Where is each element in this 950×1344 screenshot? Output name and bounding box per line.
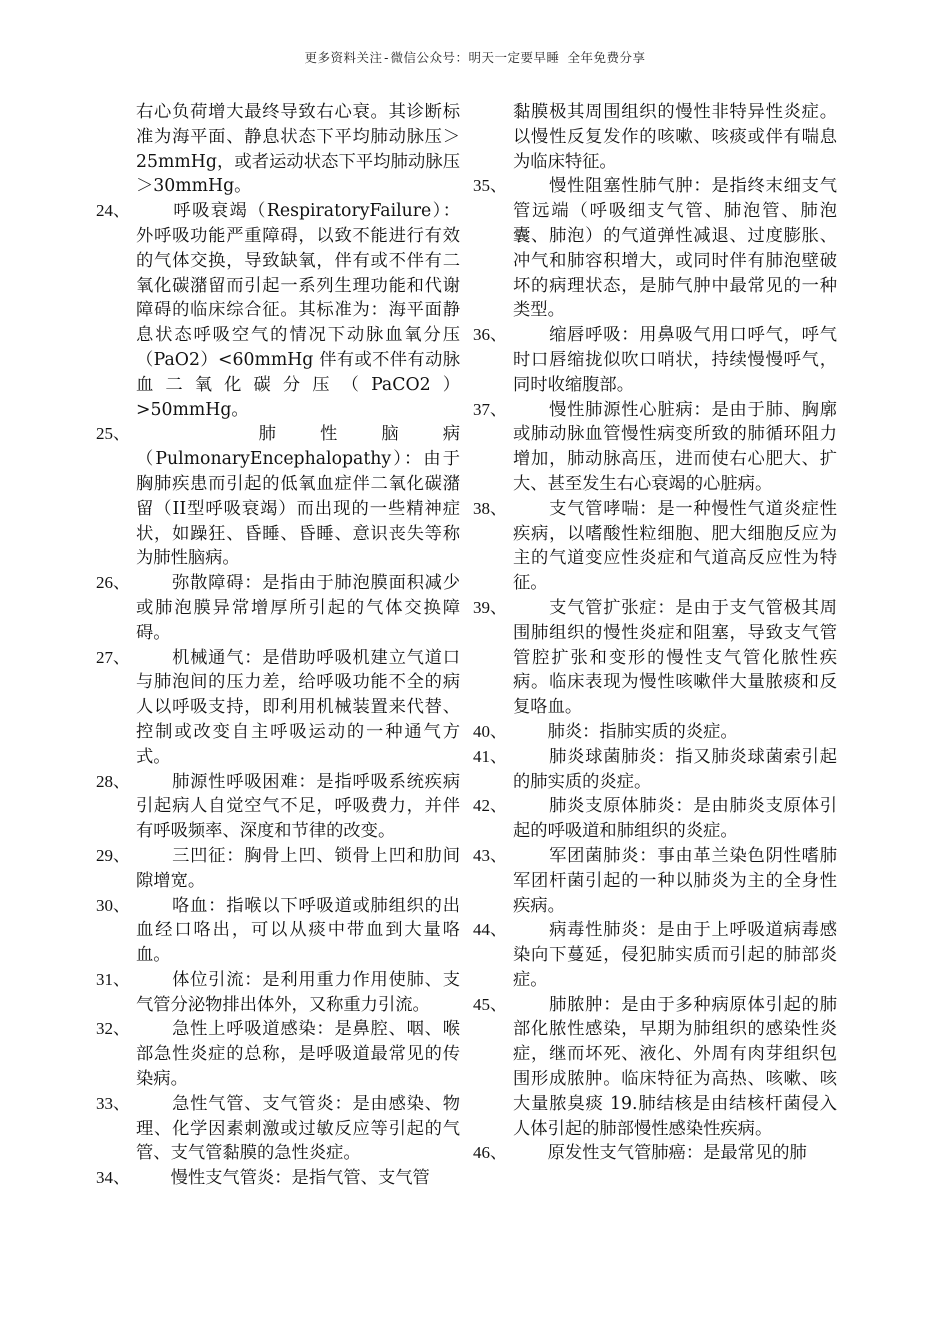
list-item	[473, 596, 837, 720]
list-item	[473, 720, 837, 745]
list-item	[473, 323, 837, 397]
item-text: 肺源性呼吸困难：是指呼吸系统疾病引起病人自觉空气不足，呼吸费力，并伴有呼吸频率、深度和节律的改变。	[136, 771, 460, 842]
item-number: 26、	[96, 573, 130, 593]
item-text: 肺炎支原体肺炎：是由肺炎支原体引起的呼吸道和肺组织的炎症。	[513, 796, 837, 842]
item-number: 42、	[473, 796, 507, 816]
item-text: 原发性支气管肺癌：是最常见的肺	[513, 1143, 807, 1164]
list-item	[96, 894, 460, 968]
item-number: 35、	[473, 176, 507, 196]
list-item	[473, 398, 837, 497]
list-item	[96, 571, 460, 645]
list-item	[96, 646, 460, 770]
item-number: 39、	[473, 597, 507, 617]
right-column	[473, 100, 837, 1166]
item-number: 33、	[96, 1093, 130, 1113]
list-item	[96, 422, 460, 571]
item-text: 呼吸衰竭（RespiratoryFailure）：外呼吸功能严重障碍，以致不能进行有效的气体交换，导致缺氧，伴有或不伴有二氧化碳潴留而引起一系列生理功能和代谢障碍的临床综合征。其标准为：海平面静息状态呼吸空气的情况下动脉血氧分压（PaO2）<60mmHg 伴有或不伴有动脉血二氧化碳分压（PaCO2）>50mmHg。	[136, 201, 460, 420]
item-text: 黏膜极其周围组织的慢性非特异性炎症。以慢性反复发作的咳嗽、咳痰或伴有喘息为临床特征。	[513, 102, 837, 172]
list-item	[473, 993, 837, 1142]
item-number: 28、	[96, 771, 130, 791]
item-number: 30、	[96, 895, 130, 915]
item-text: 体位引流：是利用重力作用使肺、支气管分泌物排出体外，又称重力引流。	[136, 969, 460, 1015]
list-item	[473, 100, 837, 174]
item-number: 25、	[96, 424, 130, 444]
item-text: 慢性阻塞性肺气肿：是指终末细支气管远端（呼吸细支气管、肺泡管、肺泡囊、肺泡）的气道弹性减退、过度膨胀、冲气和肺容积增大，或同时伴有肺泡壁破坏的病理状态，是肺气肿中最常见的一种类型。	[513, 176, 837, 321]
left-column	[96, 100, 460, 1191]
list-item	[96, 1166, 460, 1191]
item-text: 机械通气：是借助呼吸机建立气道口与肺泡间的压力差，给呼吸功能不全的病人以呼吸支持，即利用机械装置来代替、控制或改变自主呼吸运动的一种通气方式。	[136, 647, 460, 767]
item-text: 肺炎球菌肺炎：指又肺炎球菌索引起的肺实质的炎症。	[513, 746, 837, 792]
list-item	[96, 100, 460, 199]
item-number: 34、	[96, 1168, 130, 1188]
list-item	[473, 745, 837, 795]
list-item	[96, 199, 460, 422]
list-item	[473, 844, 837, 918]
page-header: 更多资料关注-微信公众号：明天一定要早睡 全年免费分享	[304, 50, 646, 65]
list-item	[96, 968, 460, 1018]
item-text: 缩唇呼吸：用鼻吸气用口呼气，呼气时口唇缩拢似吹口哨状，持续慢慢呼气，同时收缩腹部。	[513, 325, 837, 395]
item-text: 慢性肺源性心脏病：是由于肺、胸廓或肺动脉血管慢性病变所致的肺循环阻力增加，肺动脉高压，进而使右心肥大、扩大、甚至发生右心衰竭的心脏病。	[513, 399, 837, 494]
item-text: 支气管哮喘：是一种慢性气道炎症性疾病，以嗜酸性粒细胞、肥大细胞反应为主的气道变应性炎症和气道高反应性为特征。	[513, 498, 837, 594]
list-item	[96, 770, 460, 844]
list-item	[473, 794, 837, 844]
item-text: 三凹征：胸骨上凹、锁骨上凹和肋间隙增宽。	[136, 845, 460, 891]
item-number: 45、	[473, 994, 507, 1014]
item-text: 弥散障碍：是指由于肺泡膜面积减少或肺泡膜异常增厚所引起的气体交换障碍。	[136, 573, 460, 643]
item-text: 咯血：指喉以下呼吸道或肺组织的出血经口咯出，可以从痰中带血到大量咯血。	[136, 895, 460, 966]
list-item	[96, 1017, 460, 1091]
item-number: 46、	[473, 1143, 507, 1163]
item-number: 31、	[96, 969, 130, 989]
list-item	[473, 918, 837, 992]
list-item	[96, 844, 460, 894]
item-number: 44、	[473, 920, 507, 940]
item-number: 27、	[96, 647, 130, 667]
list-item	[96, 1092, 460, 1166]
item-text: 慢性支气管炎：是指气管、支气管	[136, 1168, 430, 1189]
item-text: 急性气管、支气管炎：是由感染、物理、化学因素刺激或过敏反应等引起的气管、支气管黏膜的急性炎症。	[136, 1093, 460, 1164]
list-item	[473, 497, 837, 596]
item-text: 军团菌肺炎：事由革兰染色阴性嗜肺军团杆菌引起的一种以肺炎为主的全身性疾病。	[513, 845, 837, 916]
item-text: 病毒性肺炎：是由于上呼吸道病毒感染向下蔓延，侵犯肺实质而引起的肺部炎症。	[513, 920, 837, 990]
item-number: 40、	[473, 721, 507, 741]
item-text: 肺性脑病（PulmonaryEncephalopathy）：由于胸肺疾患而引起的低氧血症伴二氧化碳潴留（II型呼吸衰竭）而出现的一些精神症状，如躁狂、昏睡、昏睡、意识丧失等称为肺性脑病。	[136, 424, 460, 569]
item-number: 24、	[96, 201, 130, 221]
item-number: 38、	[473, 498, 507, 518]
item-number: 32、	[96, 1019, 130, 1039]
item-number: 29、	[96, 845, 130, 865]
list-item	[473, 174, 837, 323]
item-number: 36、	[473, 325, 507, 345]
item-text: 肺炎：指肺实质的炎症。	[513, 721, 738, 742]
item-text: 肺脓肿：是由于多种病原体引起的肺部化脓性感染，早期为肺组织的感染性炎症，继而坏死、液化、外周有肉芽组织包围形成脓肿。临床特征为高热、咳嗽、咳大量脓臭痰 19.肺结核是由结核杆菌侵入人体引起的肺部慢性感染性疾病。	[513, 994, 837, 1139]
item-text: 右心负荷增大最终导致右心衰。其诊断标准为海平面、静息状态下平均肺动脉压＞25mmHg，或者运动状态下平均肺动脉压＞30mmHg。	[136, 102, 460, 197]
item-text: 急性上呼吸道感染：是鼻腔、咽、喉部急性炎症的总称，是呼吸道最常见的传染病。	[136, 1019, 460, 1090]
list-item	[473, 1141, 837, 1166]
item-number: 37、	[473, 399, 507, 419]
item-text: 支气管扩张症：是由于支气管极其周围肺组织的慢性炎症和阻塞，导致支气管管腔扩张和变形的慢性支气管化脓性疾病。临床表现为慢性咳嗽伴大量脓痰和反复咯血。	[513, 597, 837, 718]
item-number: 41、	[473, 746, 507, 766]
item-number: 43、	[473, 845, 507, 865]
